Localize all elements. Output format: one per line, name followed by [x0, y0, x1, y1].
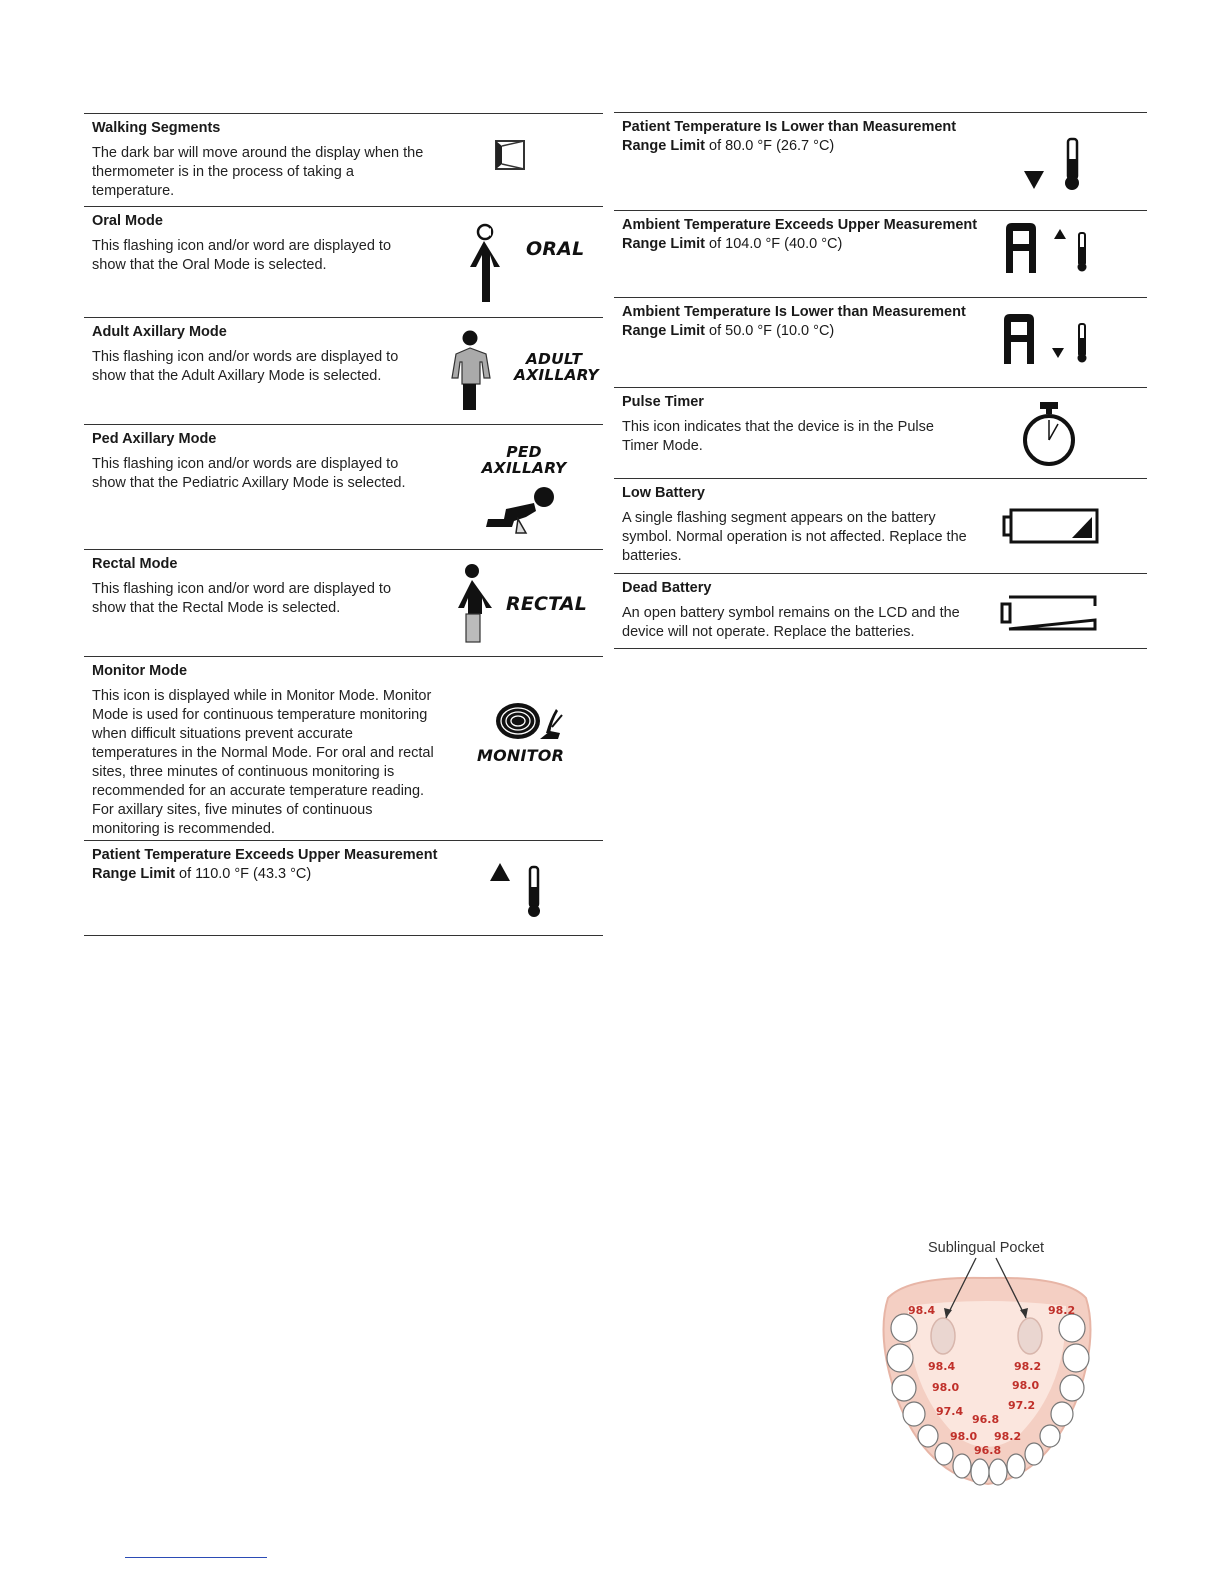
dead-battery-icon — [1000, 594, 1100, 634]
patient-temp-upper-row — [84, 841, 603, 936]
row-title-bold: Patient Temperature Exceeds Upper Measurement Range Limit — [92, 847, 438, 882]
label-line: AXILLARY — [481, 459, 567, 477]
reading-right-top: 98.2 — [1048, 1304, 1076, 1317]
row-desc: An open battery symbol remains on the LCD and the device will not operate. Replace the batteries. — [622, 605, 960, 640]
row-title-suffix: of 110.0 °F (43.3 °C) — [179, 866, 312, 882]
row-title: Oral Mode — [92, 213, 163, 229]
reading-right-4: 98.2 — [994, 1430, 1022, 1443]
reading-center-1: 96.8 — [972, 1413, 1000, 1426]
adult-axillary-label — [514, 350, 599, 384]
patient-temp-lower-row — [614, 113, 1147, 211]
row-title: Low Battery — [622, 485, 705, 501]
row-title: Adult Axillary Mode — [92, 324, 227, 340]
reading-left-1: 98.4 — [928, 1360, 956, 1373]
reading-right-3: 97.2 — [1008, 1399, 1036, 1412]
left-pocket — [931, 1318, 955, 1354]
row-title — [622, 216, 982, 254]
row-title — [622, 118, 982, 156]
row-title-suffix: of 104.0 °F (40.0 °C) — [709, 236, 843, 252]
ambient-temp-upper-row — [614, 211, 1147, 298]
row-title-bold: Ambient Temperature Exceeds Upper Measurement Range Limit — [622, 217, 978, 252]
row-desc: This icon indicates that the device is in the Pulse Timer Mode. — [622, 419, 934, 454]
row-title: Ped Axillary Mode — [92, 431, 217, 447]
reading-left-4: 98.0 — [950, 1430, 978, 1443]
label-line: PED — [506, 443, 542, 461]
row-title-suffix: of 50.0 °F (10.0 °C) — [709, 323, 835, 339]
footnote-rule — [125, 1557, 267, 1558]
ambient-down-icon — [1000, 308, 1100, 370]
adult-axillary-person-icon — [448, 328, 496, 412]
low-battery-row — [614, 479, 1147, 574]
row-title — [92, 846, 442, 884]
walking-segments-icon — [488, 138, 534, 174]
oral-person-icon — [460, 222, 504, 306]
row-title-suffix: of 80.0 °F (26.7 °C) — [709, 138, 835, 154]
oral-label: ORAL — [526, 238, 585, 260]
ambient-up-icon — [1000, 219, 1100, 279]
thermometer-down-icon — [1022, 135, 1092, 195]
reading-right-2: 98.0 — [1012, 1379, 1040, 1392]
reading-right-1: 98.2 — [1014, 1360, 1042, 1373]
adult-axillary-row — [84, 318, 603, 425]
rectal-person-icon — [450, 562, 494, 646]
walking-segments-row — [84, 114, 603, 207]
rectal-label: RECTAL — [506, 593, 588, 615]
crawling-baby-icon — [482, 483, 562, 539]
left-column — [84, 113, 603, 936]
right-pocket — [1018, 1318, 1042, 1354]
ambient-temp-lower-row — [614, 298, 1147, 388]
row-desc: This flashing icon and/or word are displayed to show that the Rectal Mode is selected. — [92, 581, 392, 616]
reading-left-top: 98.4 — [908, 1304, 936, 1317]
dead-battery-row — [614, 574, 1147, 649]
reading-center-2: 96.8 — [974, 1444, 1002, 1457]
row-desc: This icon is displayed while in Monitor Mode. Monitor Mode is used for continuous temperature monitoring when difficult situations prevent accurate temperatures in the Normal Mode. For oral and rectal sites, three minutes of continuous monitoring is recommended for an accurate temperature reading. For axillary sites, five minutes of continuous monitoring is recommended. — [92, 688, 434, 837]
label-line: ADULT — [525, 350, 583, 368]
sublingual-pocket-diagram — [868, 1236, 1108, 1496]
row-title: Rectal Mode — [92, 556, 178, 572]
diagram-caption: Sublingual Pocket — [927, 1240, 1045, 1256]
mouth-illustration — [868, 1236, 1108, 1496]
row-title-bold: Ambient Temperature Is Lower than Measurement Range Limit — [622, 304, 966, 339]
monitor-mode-row — [84, 657, 603, 841]
row-desc: A single flashing segment appears on the battery symbol. Normal operation is not affected. Replace the batteries. — [622, 510, 967, 564]
row-desc: This flashing icon and/or words are displayed to show that the Adult Axillary Mode is selected. — [92, 349, 399, 384]
oral-mode-row — [84, 207, 603, 318]
reading-left-2: 98.0 — [932, 1381, 960, 1394]
right-column — [614, 112, 1147, 649]
row-title: Pulse Timer — [622, 394, 704, 410]
ped-axillary-row — [84, 425, 603, 550]
row-desc: This flashing icon and/or word are displayed to show that the Oral Mode is selected. — [92, 238, 392, 273]
rectal-mode-row — [84, 550, 603, 657]
row-title — [622, 303, 982, 341]
monitor-label: MONITOR — [477, 746, 565, 765]
reading-left-3: 97.4 — [936, 1405, 964, 1418]
stopwatch-icon — [1018, 400, 1080, 470]
row-title: Dead Battery — [622, 580, 712, 596]
low-battery-icon — [1002, 507, 1102, 547]
row-desc: The dark bar will move around the display when the thermometer is in the process of taking a temperature. — [92, 145, 424, 199]
row-title-bold: Patient Temperature Is Lower than Measurement Range Limit — [622, 119, 957, 154]
ped-axillary-label — [476, 444, 572, 476]
thermometer-up-icon — [488, 861, 552, 921]
row-title: Monitor Mode — [92, 663, 188, 679]
row-desc: This flashing icon and/or words are displayed to show that the Pediatric Axillary Mode is selected. — [92, 456, 406, 491]
snail-icon — [488, 697, 564, 749]
label-line: AXILLARY — [514, 366, 599, 384]
row-title: Walking Segments — [92, 120, 221, 136]
pulse-timer-row — [614, 388, 1147, 479]
